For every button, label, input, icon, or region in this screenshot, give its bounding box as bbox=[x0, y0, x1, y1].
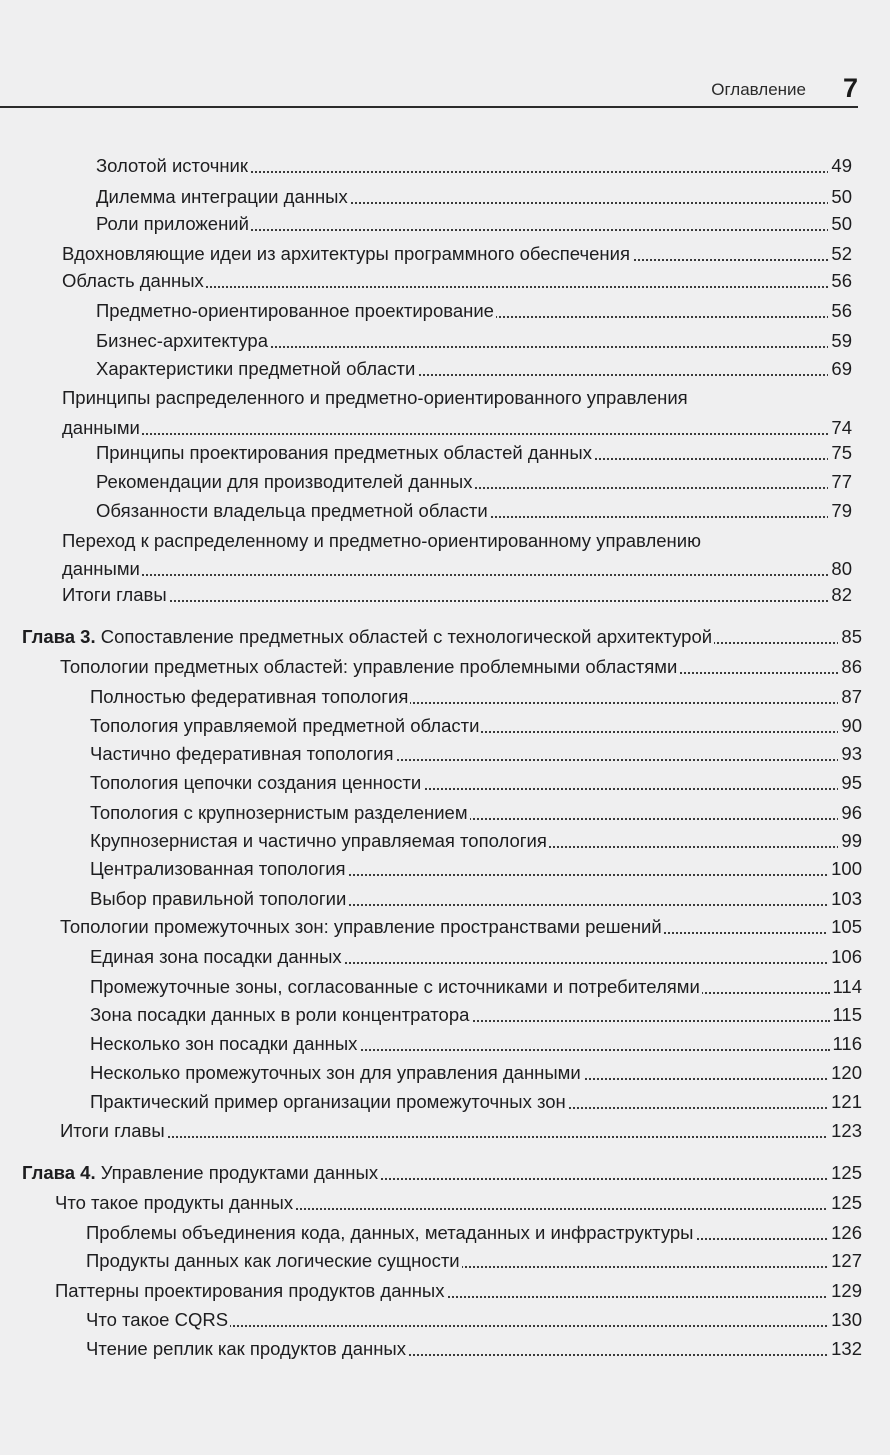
toc-entry-title: Промежуточные зоны, согласованные с источниками и потребителями bbox=[90, 976, 700, 997]
toc-entry-title: Топология с крупнозернистым разделением bbox=[90, 802, 468, 823]
toc-entry-page: 95 bbox=[838, 772, 862, 794]
toc-entry[interactable] bbox=[86, 1222, 862, 1244]
toc-entry-page: 52 bbox=[828, 243, 852, 265]
toc-entry-title-line1: Переход к распределенному и предметно-ориентированному управлению bbox=[62, 530, 701, 551]
toc-entry[interactable] bbox=[96, 186, 852, 208]
toc-entry-title: Золотой источник bbox=[96, 155, 248, 176]
toc-entry[interactable] bbox=[55, 1280, 862, 1302]
toc-entry-page: 129 bbox=[828, 1280, 862, 1302]
toc-entry-title-line1: Принципы распределенного и предметно-ориентированного управления bbox=[62, 387, 688, 408]
toc-entry-page: 116 bbox=[830, 1033, 863, 1055]
toc-entry[interactable] bbox=[90, 686, 862, 708]
toc-entry-title: Чтение реплик как продуктов данных bbox=[86, 1338, 406, 1359]
toc-entry-title: Несколько промежуточных зон для управления данными bbox=[90, 1062, 581, 1083]
toc-entry-title: Обязанности владельца предметной области bbox=[96, 500, 488, 521]
toc-entry[interactable] bbox=[62, 243, 852, 265]
toc-entry-page: 123 bbox=[828, 1120, 862, 1142]
toc-entry-title: Полностью федеративная топология bbox=[90, 686, 409, 707]
toc-entry-title: Практический пример организации промежуточных зон bbox=[90, 1091, 566, 1112]
toc-entry-title: Единая зона посадки данных bbox=[90, 946, 342, 967]
toc-entry-page: 74 bbox=[828, 417, 852, 439]
toc-entry-title: Роли приложений bbox=[96, 213, 249, 234]
toc-entry[interactable] bbox=[96, 330, 852, 352]
toc-entry-page: 50 bbox=[828, 186, 852, 208]
toc-entry-title: Паттерны проектирования продуктов данных bbox=[55, 1280, 445, 1301]
toc-entry-page: 56 bbox=[828, 300, 852, 322]
toc-entry-title: Что такое CQRS bbox=[86, 1309, 229, 1330]
toc-entry-title: Бизнес-архитектура bbox=[96, 330, 268, 351]
toc-entry-title: Продукты данных как логические сущности bbox=[86, 1250, 460, 1271]
toc-entry[interactable] bbox=[90, 1062, 862, 1084]
toc-entry-title: Принципы проектирования предметных областей данных bbox=[96, 442, 592, 463]
toc-entry-title: данными bbox=[62, 417, 140, 438]
toc-entry-title: Зона посадки данных в роли концентратора bbox=[90, 1004, 470, 1025]
toc-entry[interactable] bbox=[96, 471, 852, 493]
toc-entry-page: 85 bbox=[838, 626, 862, 648]
toc-entry[interactable] bbox=[60, 1120, 862, 1142]
toc-entry[interactable] bbox=[62, 270, 852, 292]
toc-entry[interactable] bbox=[90, 772, 862, 794]
toc-entry-title: Итоги главы bbox=[62, 584, 167, 605]
chapter-label: Глава 3. bbox=[22, 626, 96, 647]
toc-entry-page: 96 bbox=[838, 802, 862, 824]
toc-entry-page: 79 bbox=[828, 500, 852, 522]
toc-entry-page: 120 bbox=[828, 1062, 862, 1084]
toc-entry-page: 114 bbox=[830, 976, 863, 998]
toc-entry-page: 126 bbox=[828, 1222, 862, 1244]
toc-entry-page: 103 bbox=[828, 888, 862, 910]
toc-entry[interactable] bbox=[96, 358, 852, 380]
toc-entry[interactable] bbox=[96, 155, 852, 177]
toc-entry-title: данными bbox=[62, 558, 140, 579]
toc-entry-title: Характеристики предметной области bbox=[96, 358, 416, 379]
header-title: Оглавление bbox=[711, 80, 806, 99]
toc-entry-title: Сопоставление предметных областей с технологической архитектурой bbox=[100, 626, 713, 647]
toc-entry[interactable] bbox=[62, 584, 852, 606]
toc-entry[interactable] bbox=[90, 1004, 862, 1026]
toc-entry[interactable] bbox=[86, 1338, 862, 1360]
toc-entry-page: 132 bbox=[828, 1338, 862, 1360]
toc-entry-page: 77 bbox=[828, 471, 852, 493]
toc-entry-page: 125 bbox=[828, 1162, 862, 1184]
toc-entry[interactable] bbox=[62, 387, 852, 439]
toc-entry[interactable] bbox=[90, 888, 862, 910]
toc-entry[interactable] bbox=[96, 213, 852, 235]
toc-entry[interactable] bbox=[96, 500, 852, 522]
toc-entry-title: Область данных bbox=[62, 270, 204, 291]
toc-entry-title: Вдохновляющие идеи из архитектуры программного обеспечения bbox=[62, 243, 630, 264]
toc-entry[interactable] bbox=[90, 830, 862, 852]
toc-entry-page: 130 bbox=[828, 1309, 862, 1331]
toc-chapter-entry[interactable] bbox=[22, 1162, 862, 1184]
toc-entry-title: Топология цепочки создания ценности bbox=[90, 772, 422, 793]
toc-entry-title: Централизованная топология bbox=[90, 858, 346, 879]
toc-entry-title: Предметно-ориентированное проектирование bbox=[96, 300, 494, 321]
toc-entry-page: 115 bbox=[830, 1004, 863, 1026]
toc-entry-title: Дилемма интеграции данных bbox=[96, 186, 348, 207]
chapter-label: Глава 4. bbox=[22, 1162, 96, 1183]
toc-entry[interactable] bbox=[90, 1091, 862, 1113]
toc-entry-page: 86 bbox=[838, 656, 862, 678]
toc-entry[interactable] bbox=[90, 715, 862, 737]
toc-entry-title: Топологии промежуточных зон: управление пространствами решений bbox=[60, 916, 662, 937]
toc-entry[interactable] bbox=[90, 743, 862, 765]
toc-entry-title: Топология управляемой предметной области bbox=[90, 715, 480, 736]
toc-entry[interactable] bbox=[90, 976, 862, 998]
toc-entry[interactable] bbox=[55, 1192, 862, 1214]
toc-entry-title: Рекомендации для производителей данных bbox=[96, 471, 473, 492]
toc-entry[interactable] bbox=[60, 656, 862, 678]
toc-entry-page: 75 bbox=[828, 442, 852, 464]
toc-entry-title: Итоги главы bbox=[60, 1120, 165, 1141]
toc-entry[interactable] bbox=[86, 1250, 862, 1272]
toc-entry-title: Топологии предметных областей: управление проблемными областями bbox=[60, 656, 678, 677]
toc-entry-page: 99 bbox=[838, 830, 862, 852]
toc-entry-title: Частично федеративная топология bbox=[90, 743, 394, 764]
toc-entry-page: 59 bbox=[828, 330, 852, 352]
toc-entry-page: 49 bbox=[828, 155, 852, 177]
toc-entry[interactable] bbox=[96, 442, 852, 464]
toc-entry-page: 105 bbox=[828, 916, 862, 938]
toc-entry-page: 106 bbox=[828, 946, 862, 968]
page-number: 7 bbox=[842, 73, 858, 103]
toc-entry-title: Крупнозернистая и частично управляемая топология bbox=[90, 830, 547, 851]
toc-chapter-entry[interactable] bbox=[22, 626, 862, 648]
toc-entry[interactable] bbox=[90, 802, 862, 824]
toc-entry-page: 121 bbox=[828, 1091, 862, 1113]
toc-entry-page: 90 bbox=[838, 715, 862, 737]
toc-entry-page: 69 bbox=[828, 358, 852, 380]
running-header bbox=[0, 74, 858, 108]
toc-entry-page: 82 bbox=[828, 584, 852, 606]
toc-entry-title: Что такое продукты данных bbox=[55, 1192, 294, 1213]
toc-entry[interactable] bbox=[60, 916, 862, 938]
toc-entry[interactable] bbox=[86, 1309, 862, 1331]
toc-entry[interactable] bbox=[62, 530, 852, 580]
toc-entry-title: Управление продуктами данных bbox=[100, 1162, 379, 1183]
toc-entry-page: 125 bbox=[828, 1192, 862, 1214]
toc-entry-page: 100 bbox=[828, 858, 862, 880]
toc-entry-title: Проблемы объединения кода, данных, метаданных и инфраструктуры bbox=[86, 1222, 694, 1243]
toc-entry-page: 93 bbox=[838, 743, 862, 765]
toc-entry[interactable] bbox=[96, 300, 852, 322]
toc-entry-title: Выбор правильной топологии bbox=[90, 888, 347, 909]
toc-entry[interactable] bbox=[90, 1033, 862, 1055]
toc-entry-title: Несколько зон посадки данных bbox=[90, 1033, 358, 1054]
toc-entry-page: 127 bbox=[828, 1250, 862, 1272]
toc-entry[interactable] bbox=[90, 858, 862, 880]
toc-entry-page: 56 bbox=[828, 270, 852, 292]
toc-entry-page: 50 bbox=[828, 213, 852, 235]
toc-entry-page: 80 bbox=[828, 558, 852, 580]
toc-entry-page: 87 bbox=[838, 686, 862, 708]
toc-entry[interactable] bbox=[90, 946, 862, 968]
